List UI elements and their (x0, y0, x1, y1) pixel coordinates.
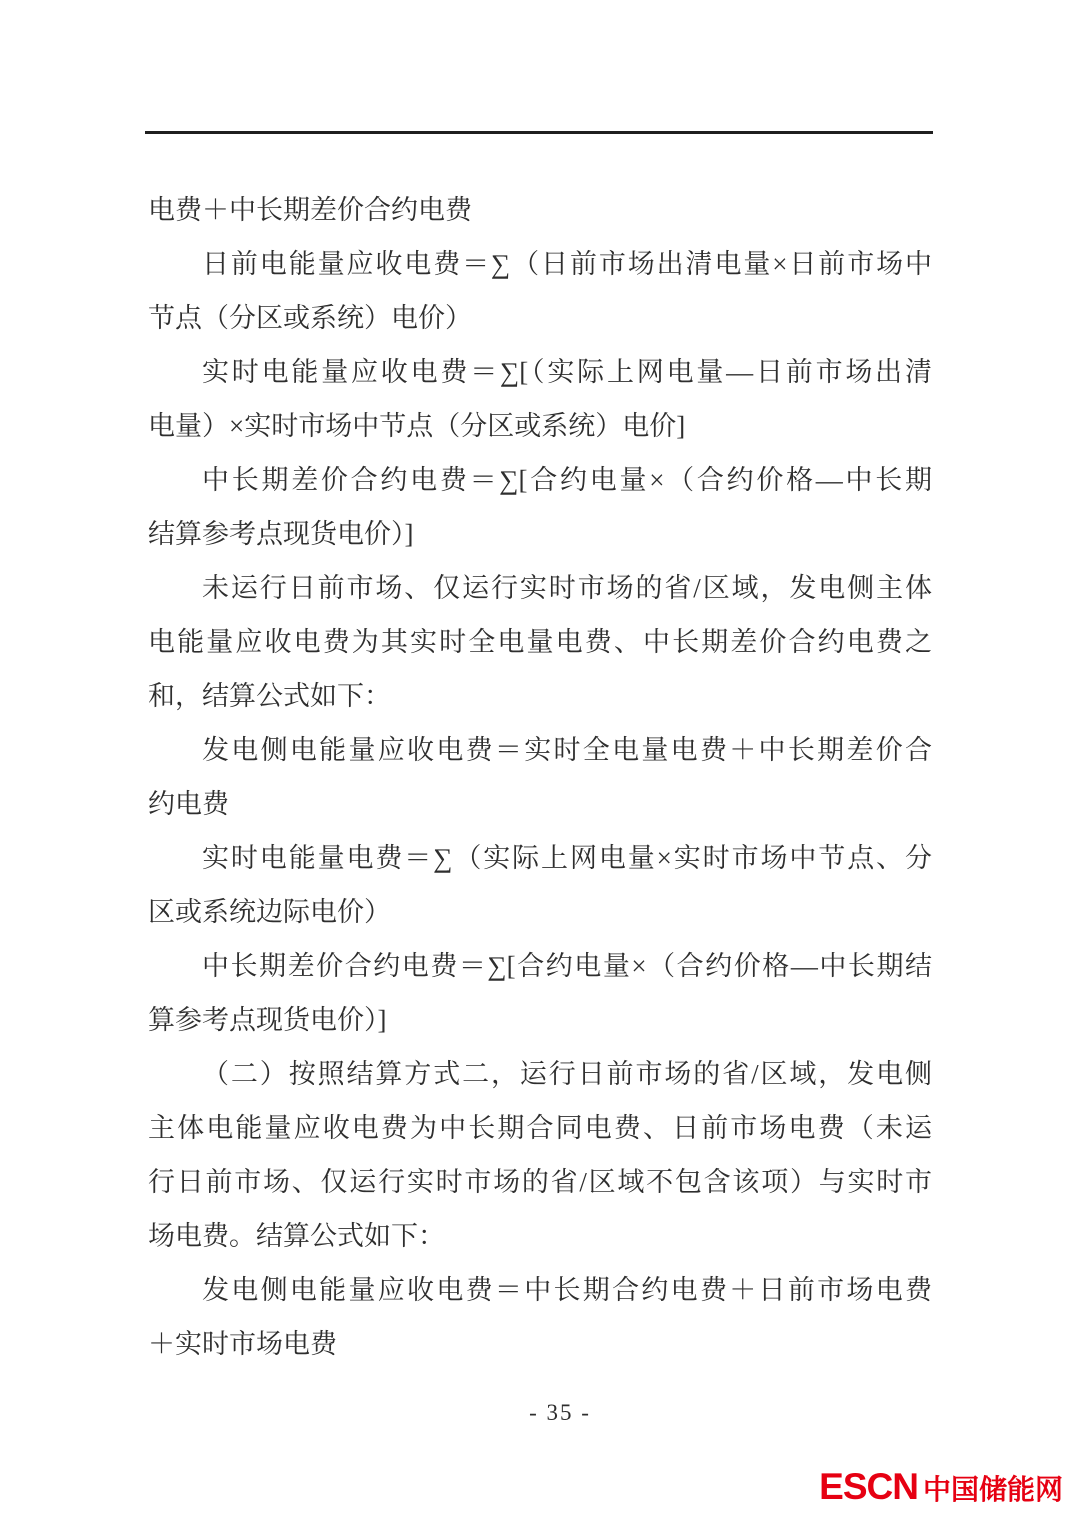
header-rule (145, 131, 933, 134)
text-line: 算参考点现货电价）] (148, 1005, 387, 1035)
text-line: 中长期差价合约电费＝∑[合约电量×（合约价格—中长期结 (202, 951, 932, 981)
text-line: 电费＋中长期差价合约电费 (148, 195, 472, 225)
text-line: 电量）×实时市场中节点（分区或系统）电价] (148, 411, 686, 441)
text-line: 中长期差价合约电费＝∑[合约电量×（合约价格—中长期 (202, 465, 932, 495)
text-line: ＋实时市场电费 (148, 1329, 337, 1359)
text-line: 主体电能量应收电费为中长期合同电费、日前市场电费（未运 (148, 1113, 932, 1143)
text-line: 发电侧电能量应收电费＝中长期合约电费＋日前市场电费 (202, 1275, 932, 1305)
text-line: 和，结算公式如下： (148, 681, 391, 711)
text-line: 日前电能量应收电费＝∑（日前市场出清电量×日前市场中 (202, 249, 932, 279)
text-line: 区或系统边际电价） (148, 897, 391, 927)
escn-logo-latin: ESCN (819, 1466, 918, 1507)
text-line: 实时电能量电费＝∑（实际上网电量×实时市场中节点、分 (202, 843, 932, 873)
escn-logo (819, 1468, 1063, 1505)
text-line: 电能量应收电费为其实时全电量电费、中长期差价合约电费之 (148, 627, 932, 657)
text-line: （二）按照结算方式二，运行日前市场的省/区域，发电侧 (202, 1059, 932, 1089)
text-line: 结算参考点现货电价）] (148, 519, 414, 549)
escn-logo-cjk: 中国储能网 (922, 1474, 1063, 1505)
text-line: 未运行日前市场、仅运行实时市场的省/区域，发电侧主体 (202, 573, 932, 603)
text-line: 场电费。结算公式如下： (148, 1221, 445, 1251)
text-line: 行日前市场、仅运行实时市场的省/区域不包含该项）与实时市 (148, 1167, 932, 1197)
text-line: 节点（分区或系统）电价） (148, 303, 472, 333)
document-body (148, 183, 932, 1371)
text-line: 约电费 (148, 789, 229, 819)
text-line: 实时电能量应收电费＝∑[（实际上网电量—日前市场出清 (202, 357, 932, 387)
text-line: 发电侧电能量应收电费＝实时全电量电费＋中长期差价合 (202, 735, 932, 765)
page-number: - 35 - (529, 1400, 591, 1425)
